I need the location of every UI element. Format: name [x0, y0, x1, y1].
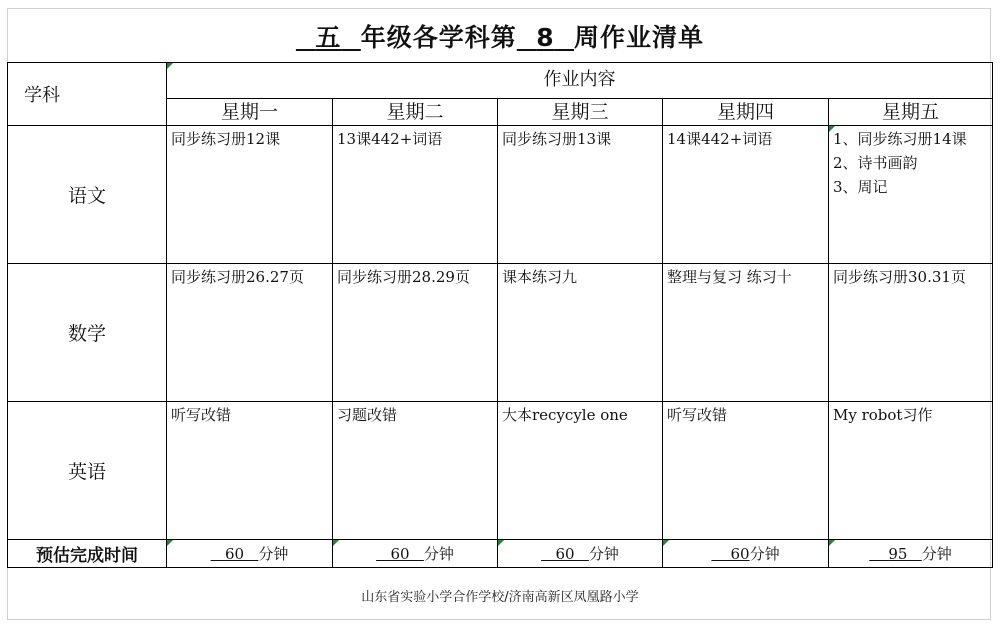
- cell-marker: [498, 540, 504, 546]
- row-estimate: [8, 540, 993, 568]
- cell-math-tue: 同步练习册28.29页: [333, 264, 498, 402]
- cell-marker: [829, 126, 835, 132]
- cell-english-thu: 听写改错: [663, 402, 829, 540]
- row-chinese: [8, 126, 993, 264]
- cell-chinese-fri: 1、同步练习册14课 2、诗书画韵 3、周记: [829, 126, 993, 264]
- title-text-a: 年级各学科第: [360, 23, 517, 52]
- estimate-fri: 95 分钟: [829, 540, 993, 568]
- subject-math: 数学: [8, 264, 167, 402]
- grade-value: 五: [315, 23, 342, 52]
- header-row-top: [8, 63, 993, 99]
- cell-math-wed: 课本练习九: [498, 264, 663, 402]
- school-footer: 山东省实验小学合作学校/济南高新区凤凰路小学: [361, 590, 639, 605]
- estimate-tue: 60 分钟: [333, 540, 498, 568]
- grade-blank: [296, 23, 361, 52]
- subject-chinese: 语文: [8, 126, 167, 264]
- cell-english-wed: 大本recycyle one: [498, 402, 663, 540]
- row-math: [8, 264, 993, 402]
- estimate-label: 预估完成时间: [8, 540, 167, 568]
- week-blank: [517, 23, 574, 52]
- cell-marker: [663, 540, 669, 546]
- cell-math-thu: 整理与复习 练习十: [663, 264, 829, 402]
- day-wednesday: 星期三: [498, 99, 663, 126]
- week-value: 8: [536, 23, 555, 52]
- cell-marker: [333, 540, 339, 546]
- subject-english: 英语: [8, 402, 167, 540]
- day-tuesday: 星期二: [333, 99, 498, 126]
- day-monday: 星期一: [167, 99, 333, 126]
- cell-chinese-thu: 14课442+词语: [663, 126, 829, 264]
- content-header: 作业内容: [167, 63, 993, 99]
- estimate-thu: 60分钟: [663, 540, 829, 568]
- cell-marker: [167, 63, 173, 69]
- day-thursday: 星期四: [663, 99, 829, 126]
- cell-english-mon: 听写改错: [167, 402, 333, 540]
- subject-header: 学科: [8, 63, 167, 126]
- page-title: [0, 18, 1000, 54]
- homework-table: [7, 62, 993, 568]
- cell-chinese-wed: 同步练习册13课: [498, 126, 663, 264]
- cell-english-fri: My robot习作: [829, 402, 993, 540]
- title-text-b: 周作业清单: [574, 23, 705, 52]
- estimate-mon: 60 分钟: [167, 540, 333, 568]
- cell-math-fri: 同步练习册30.31页: [829, 264, 993, 402]
- cell-marker: [829, 540, 835, 546]
- cell-math-mon: 同步练习册26.27页: [167, 264, 333, 402]
- day-friday: 星期五: [829, 99, 993, 126]
- estimate-wed: 60 分钟: [498, 540, 663, 568]
- row-english: [8, 402, 993, 540]
- cell-english-tue: 习题改错: [333, 402, 498, 540]
- cell-chinese-mon: 同步练习册12课: [167, 126, 333, 264]
- cell-chinese-tue: 13课442+词语: [333, 126, 498, 264]
- cell-marker: [167, 540, 173, 546]
